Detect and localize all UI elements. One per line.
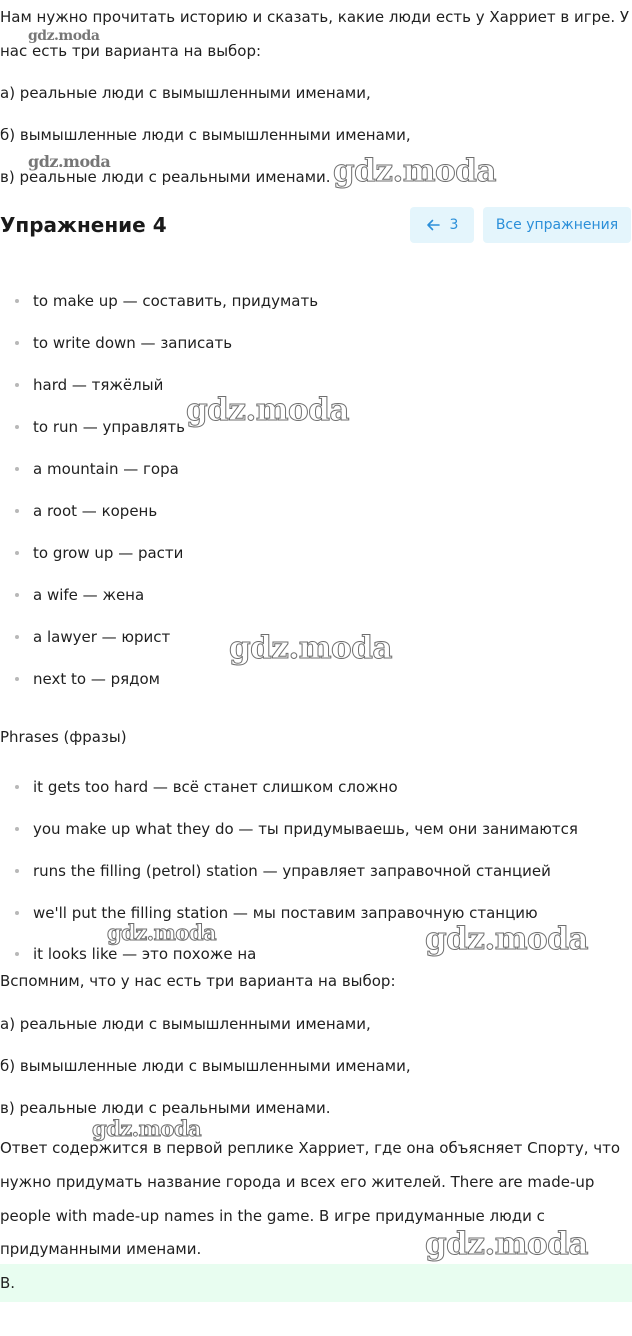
all-exercises-button[interactable] [483,207,631,243]
watermark: gdz.moda [425,1226,588,1262]
intro-line-1: Нам нужно прочитать историю и сказать, какие люди есть у Харриет в игре. У [0,8,630,26]
recall-option-b: б) вымышленные люди с вымышленными именами, [0,1057,411,1075]
prev-exercise-label: 3 [449,217,459,233]
watermark: gdz.moda [28,28,100,44]
intro-line-2: нас есть три варианта на выбор: [0,42,262,60]
answer-text: В. [0,1274,16,1292]
watermark: gdz.moda [229,630,392,666]
intro-option-c: в) реальные люди с реальными именами. [0,168,331,186]
answer-box [0,1264,632,1302]
explanation-line-3: people with made-up names in the game. В игре придуманные люди с [0,1207,545,1225]
watermark: gdz.moda [28,152,111,171]
recall-line: Вспомним, что у нас есть три варианта на выбор: [0,972,396,990]
phrases-heading: Phrases (фразы) [0,728,127,746]
recall-option-a: а) реальные люди с вымышленными именами, [0,1015,371,1033]
explanation-line-4: придуманными именами. [0,1240,202,1258]
explanation-line-1: Ответ содержится в первой реплике Харриет, где она объясняет Спорту, что [0,1139,621,1157]
watermark: gdz.moda [186,392,349,428]
exercise-title: Упражнение 4 [0,213,167,237]
explanation-line-2: нужно придумать название города и всех его жителей. There are made-up [0,1173,595,1191]
all-exercises-label: Все упражнения [495,217,619,233]
watermark: gdz.moda [333,153,496,189]
watermark: gdz.moda [425,921,588,957]
watermark: gdz.moda [92,1116,202,1141]
arrow-left-icon [426,218,440,232]
intro-option-b: б) вымышленные люди с вымышленными именами, [0,126,411,144]
watermark: gdz.moda [107,920,217,945]
intro-option-a: а) реальные люди с вымышленными именами, [0,84,371,102]
recall-option-c: в) реальные люди с реальными именами. [0,1099,331,1117]
prev-exercise-button[interactable] [410,207,474,243]
